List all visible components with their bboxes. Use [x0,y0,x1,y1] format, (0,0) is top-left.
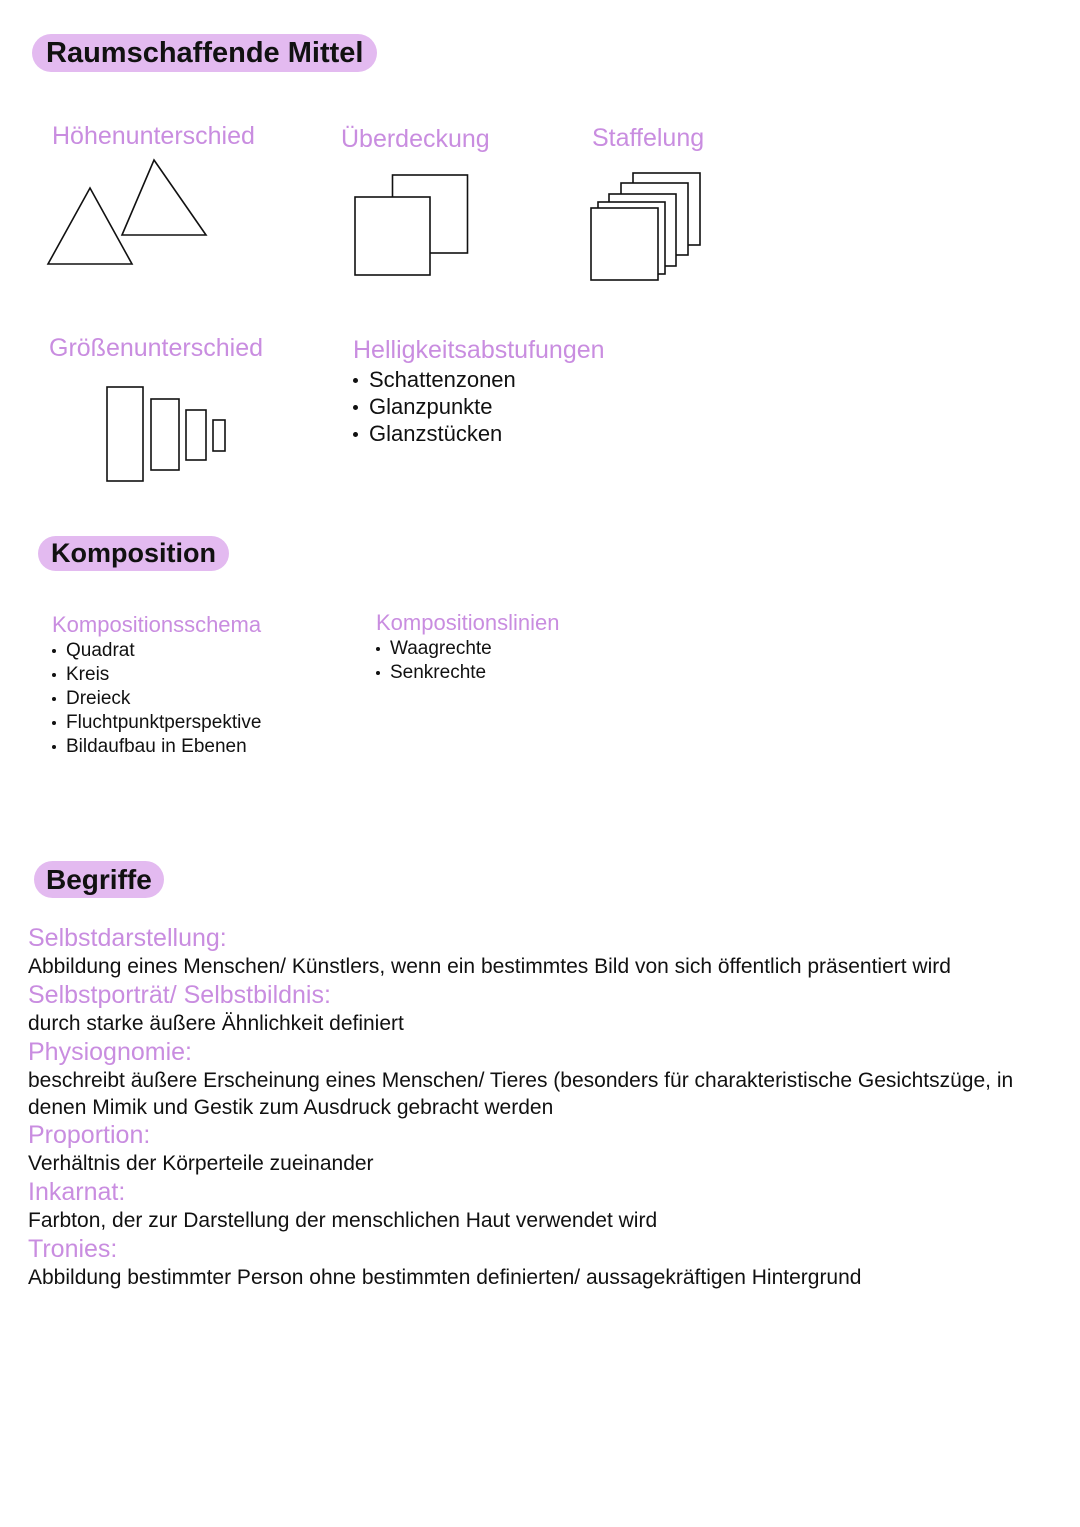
square-front [355,197,430,275]
list-item: Waagrechte [376,637,492,661]
label-groessenunterschied: Größenunterschied [49,334,264,362]
label-kompositionsschema: Kompositionsschema [52,612,262,637]
rect-medium [151,399,179,470]
term-proportion: Proportion: [28,1121,151,1149]
ueberdeckung-squares-icon [354,174,470,278]
list-item: Senkrechte [376,661,492,685]
list-item: Glanzstücken [353,420,516,447]
groessenunterschied-rectangles-icon [106,386,230,484]
term-selbstportraet: Selbstporträt/ Selbstbildnis: [28,981,331,1009]
label-hoehenunterschied: Höhenunterschied [52,122,255,150]
label-ueberdeckung: Überdeckung [341,125,490,153]
heading-begriffe: Begriffe [34,861,164,898]
list-item: Schattenzonen [353,366,516,393]
list-item: Fluchtpunktperspektive [52,711,261,735]
def-physiognomie: beschreibt äußere Erscheinung eines Menschen/ Tieres (besonders für charakteristische Gesichtszüge, in denen Mimik und Gestik zum Ausdruck gebracht werden [28,1069,1014,1119]
hoehenunterschied-triangles-icon [46,158,210,268]
def-inkarnat: Farbton, der zur Darstellung der menschlichen Haut verwendet wird [28,1209,658,1232]
heading-komposition: Komposition [38,536,229,571]
heading-raumschaffende-mittel: Raumschaffende Mittel [32,34,377,72]
list-item: Bildaufbau in Ebenen [52,735,261,759]
list-item: Glanzpunkte [353,393,516,420]
kompositionsschema-list [52,639,261,759]
rect-small [186,410,206,460]
triangle-front [48,188,132,264]
list-item: Dreieck [52,687,261,711]
term-inkarnat: Inkarnat: [28,1178,126,1206]
term-physiognomie: Physiognomie: [28,1038,192,1066]
list-item: Quadrat [52,639,261,663]
list-item: Kreis [52,663,261,687]
def-proportion: Verhältnis der Körperteile zueinander [28,1152,374,1175]
term-selbstdarstellung: Selbstdarstellung: [28,924,227,952]
helligkeit-list [353,366,516,447]
staffelung-stacked-squares-icon [589,171,705,283]
rect-large [107,387,143,481]
term-tronies: Tronies: [28,1235,118,1263]
label-kompositionslinien: Kompositionslinien [376,610,560,635]
def-selbstportraet: durch starke äußere Ähnlichkeit definiert [28,1012,404,1035]
def-tronies: Abbildung bestimmter Person ohne bestimmten definierten/ aussagekräftigen Hintergrund [28,1266,862,1289]
def-selbstdarstellung: Abbildung eines Menschen/ Künstlers, wenn ein bestimmtes Bild von sich öffentlich präsentiert wird [28,955,951,978]
label-helligkeitsabstufungen: Helligkeitsabstufungen [353,336,605,364]
rect-tiny [213,420,225,451]
label-staffelung: Staffelung [592,124,705,152]
kompositionslinien-list [376,637,492,685]
triangle-back [122,160,206,235]
